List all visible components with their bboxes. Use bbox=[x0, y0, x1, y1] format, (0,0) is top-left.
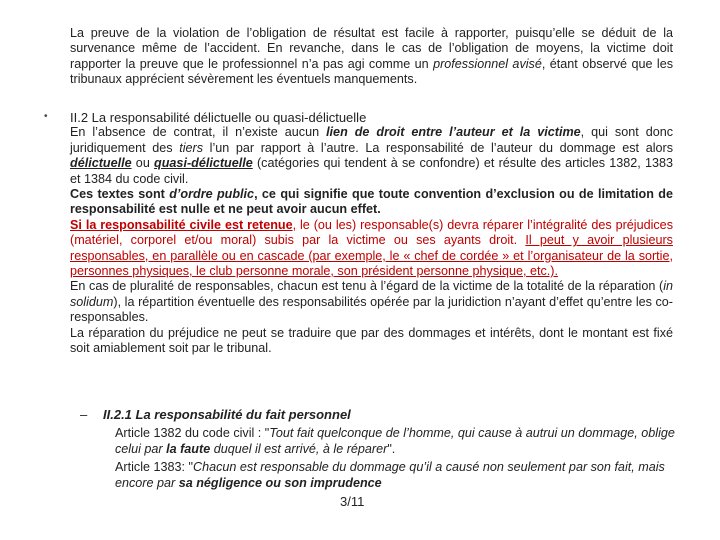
paragraph-4: En cas de pluralité de responsables, chacun est tenu à l’égard de la victime de la totalité de la réparation (in solidum), la répartition éventuelle des responsabilités opérée par la juridiction n’ayant d’effet qu’entre les co-responsables. bbox=[70, 279, 673, 325]
intro-italic: professionnel avisé bbox=[433, 56, 542, 71]
subsection-heading: II.2.1 La responsabilité du fait personnel bbox=[103, 407, 351, 422]
section-heading: II.2 La responsabilité délictuelle ou quasi-délictuelle bbox=[70, 110, 367, 125]
article-1382: Article 1382 du code civil : "Tout fait quelconque de l’homme, qui cause à autrui un dommage, oblige celui par la faute duquel il est arrivé, à le réparer". bbox=[115, 426, 675, 456]
dash-icon: – bbox=[80, 407, 88, 422]
section-body bbox=[70, 110, 673, 357]
paragraph-3: Si la responsabilité civile est retenue, le (ou les) responsable(s) devra réparer l’intégralité des préjudices (matériel, corporel et/ou moral) subis par la victime ou ses ayants droit. Il peut y avoir plusieurs responsables, en parallèle ou en cascade (par exemple, le « chef de cordée » et l’organisateur de la sortie, personnes physiques, le club personne morale, son président personne physique, etc.). bbox=[70, 217, 673, 279]
page-number: 3/11 bbox=[340, 494, 365, 509]
paragraph-5: La réparation du préjudice ne peut se traduire que par des dommages et intérêts, dont le montant est fixé soit amiablement soit par le tribunal. bbox=[70, 325, 673, 356]
intro-paragraph bbox=[70, 26, 673, 88]
intro-text: La preuve de la violation de l’obligation de résultat est facile à rapporter, puisqu’elle se déduit de la survenance même de l’accident. En revanche, dans le cas de l’obligation de moyens, la victime doit rapporter la preuve que le professionnel n’a pas agi comme un bbox=[70, 26, 673, 71]
bullet-icon: • bbox=[44, 111, 48, 122]
paragraph-2: Ces textes sont d’ordre public, ce qui signifie que toute convention d’exclusion ou de limitation de responsabilité est nulle et ne peut avoir aucun effet. bbox=[70, 187, 673, 217]
article-1383: Article 1383: "Chacun est responsable du dommage qu’il a causé non seulement par son fait, mais encore par sa négligence ou son imprudence bbox=[115, 460, 665, 490]
intro-tail: , étant observé que les tribunaux apprécient sévèrement les éventuels manquements. bbox=[70, 56, 673, 87]
paragraph-1: En l’absence de contrat, il n’existe aucun lien de droit entre l’auteur et la victime, qui sont donc juridiquement des tiers l’un par rapport à l’autre. La responsabilité de l’auteur du dommage est alors délictuelle ou quasi-délictuelle (catégories qui tendent à se confondre) et résulte des articles 1382, 1383 et 1384 du code civil. bbox=[70, 125, 673, 186]
